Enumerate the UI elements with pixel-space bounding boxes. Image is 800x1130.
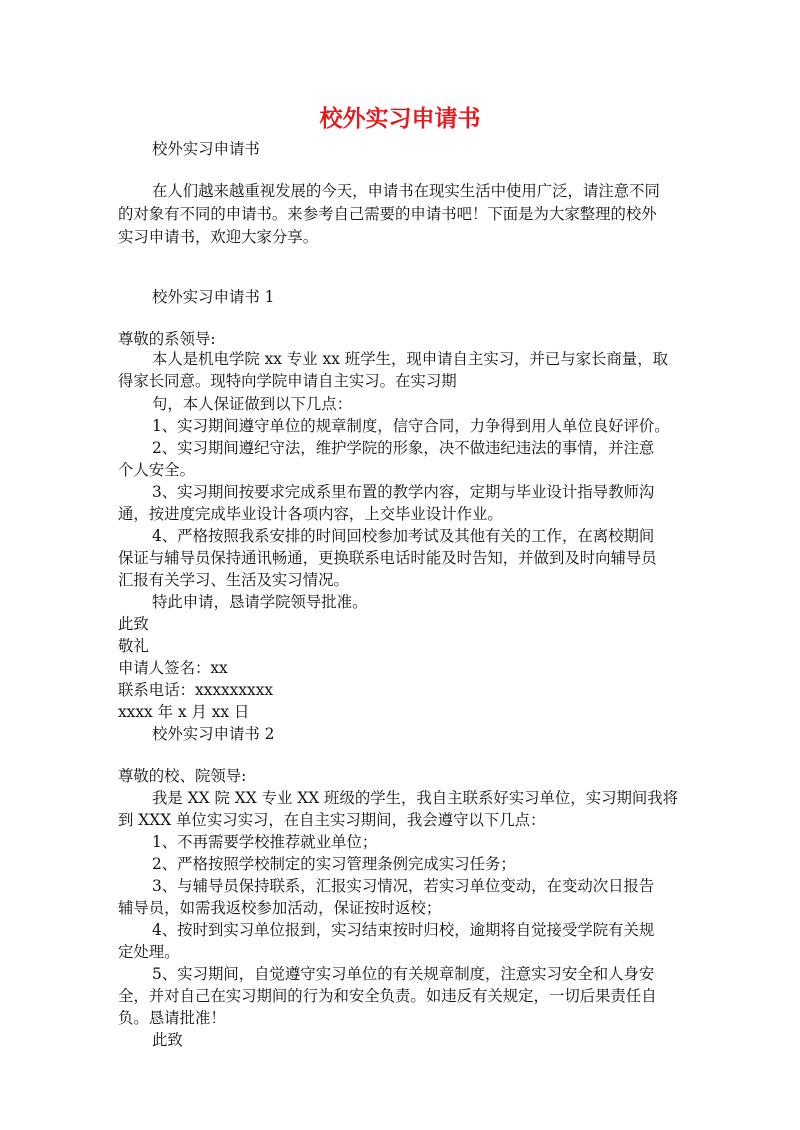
letter1-signature: 申请人签名：xx xyxy=(118,659,228,677)
letter1-phone: 联系电话：xxxxxxxxx xyxy=(118,681,274,699)
letter1-closing: 敬礼 xyxy=(118,637,149,655)
intro-line: 的对象有不同的申请书。来参考自己需要的申请书吧！下面是为大家整理的校外 xyxy=(118,205,657,223)
letter1-line: 通，按进度完成毕业设计各项内容，上交毕业设计作业。 xyxy=(118,505,503,523)
letter2-line: 到 XXX 单位实习实习，在自主实习期间，我会遵守以下几点： xyxy=(118,811,546,829)
subtitle: 校外实习申请书 xyxy=(152,140,260,158)
letter1-line: 3、实习期间按要求完成系里布置的教学内容，定期与毕业设计指导教师沟 xyxy=(152,483,655,501)
letter2-line: 全，并对自己在实习期间的行为和安全负责。如违反有关规定，一切后果责任自 xyxy=(118,987,657,1005)
document-title: 校外实习申请书 xyxy=(319,105,481,132)
letter2-line: 我是 XX 院 XX 专业 XX 班级的学生，我自主联系好实习单位，实习期间我将 xyxy=(152,789,679,807)
letter2-line: 2、严格按照学校制定的实习管理条例完成实习任务； xyxy=(152,855,516,873)
letter2-line: 3、与辅导员保持联系，汇报实习情况，若实习单位变动，在变动次日报告 xyxy=(152,877,655,895)
letter1-line: 4、严格按照我系安排的时间回校参加考试及其他有关的工作，在离校期间 xyxy=(152,527,655,545)
letter1-date: xxxx 年 x 月 xx 日 xyxy=(118,703,250,721)
letter2-salutation: 尊敬的校、院领导: xyxy=(118,767,247,785)
letter1-line: 个人安全。 xyxy=(118,461,195,479)
letter1-line: 特此申请，恳请学院领导批准。 xyxy=(152,593,368,611)
intro-line: 在人们越来越重视发展的今天，申请书在现实生活中使用广泛，请注意不同 xyxy=(152,182,660,200)
letter2-closing: 此致 xyxy=(152,1031,183,1049)
letter1-line: 汇报有关学习、生活及实习情况。 xyxy=(118,571,349,589)
letter1-line: 本人是机电学院 xx 专业 xx 班学生，现申请自主实习，并已与家长商量，取 xyxy=(152,350,669,368)
letter1-closing: 此致 xyxy=(118,615,149,633)
letter2-line: 辅导员，如需我返校参加活动，保证按时返校； xyxy=(118,899,442,917)
letter1-line: 得家长同意。现特向学院申请自主实习。在实习期 xyxy=(118,372,457,390)
letter1-heading: 校外实习申请书 1 xyxy=(152,288,275,306)
letter2-line: 5、实习期间，自觉遵守实习单位的有关规章制度，注意实习安全和人身安 xyxy=(152,965,655,983)
letter1-line: 2、实习期间遵纪守法，维护学院的形象，决不做违纪违法的事情，并注意 xyxy=(152,439,655,457)
letter2-line: 4、按时到实习单位报到，实习结束按时归校，逾期将自觉接受学院有关规 xyxy=(152,921,655,939)
letter2-heading: 校外实习申请书 2 xyxy=(152,725,275,743)
letter1-line: 1、实习期间遵守单位的规章制度，信守合同，力争得到用人单位良好评价。 xyxy=(152,417,670,435)
letter1-line: 保证与辅导员保持通讯畅通，更换联系电话时能及时告知，并做到及时向辅导员 xyxy=(118,549,657,567)
intro-line: 实习申请书，欢迎大家分享。 xyxy=(118,228,319,246)
letter1-salutation: 尊敬的系领导: xyxy=(118,330,216,348)
letter2-line: 定处理。 xyxy=(118,943,180,961)
letter2-line: 1、不再需要学校推荐就业单位； xyxy=(152,833,378,851)
letter1-line: 句，本人保证做到以下几点： xyxy=(152,395,353,413)
letter2-line: 负。恳请批准！ xyxy=(118,1009,226,1027)
